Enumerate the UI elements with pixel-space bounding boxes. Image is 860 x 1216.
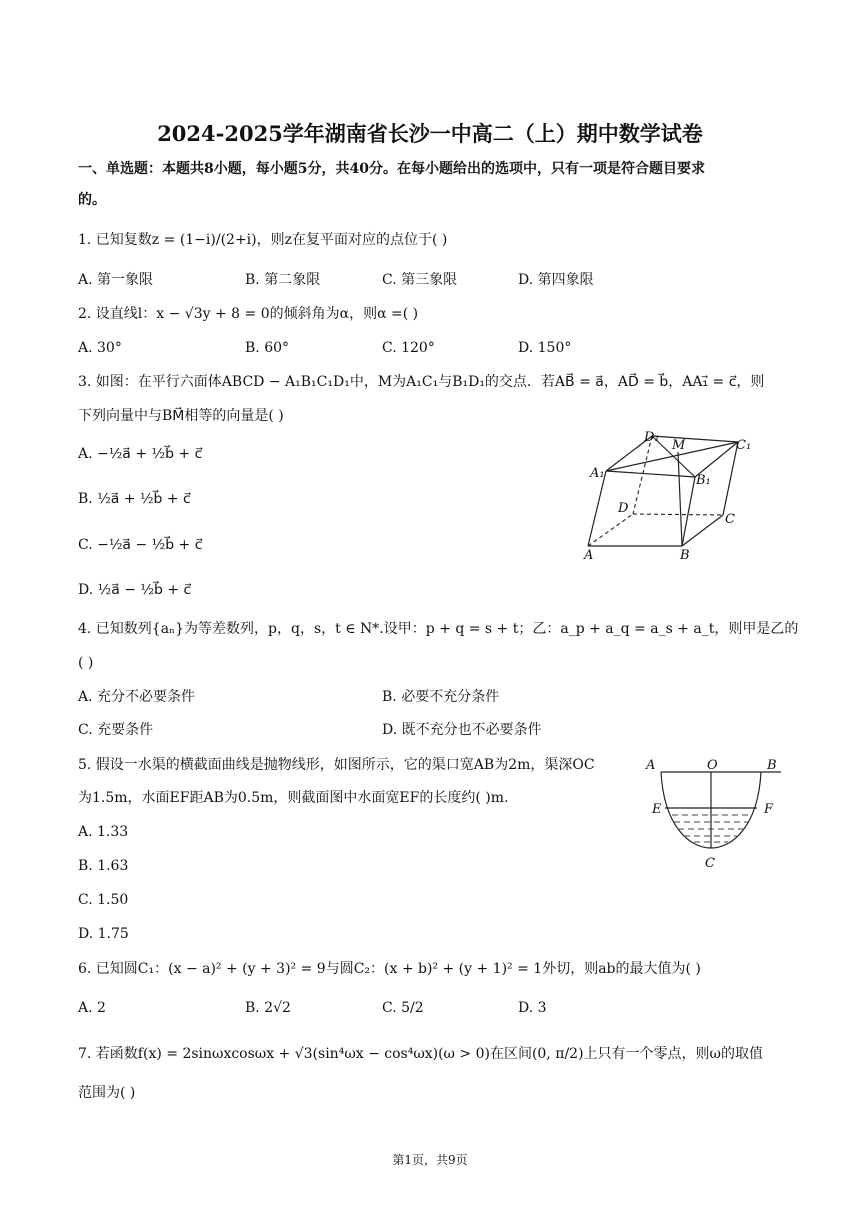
q3-option-b: B. ½a⃗ + ½b⃗ + c⃗ <box>78 491 191 507</box>
q2-option-d: D. 150° <box>518 340 572 356</box>
q4-option-d: D. 既不充分也不必要条件 <box>382 722 542 738</box>
q2-option-c: C. 120° <box>382 340 435 356</box>
q1-option-c: C. 第三象限 <box>382 272 458 288</box>
label-d1: D₁ <box>644 430 660 445</box>
q3-option-d: D. ½a⃗ − ½b⃗ + c⃗ <box>78 582 192 598</box>
question-4-stem-cont: ( ) <box>78 655 94 671</box>
q6-option-d: D. 3 <box>518 1000 547 1016</box>
label-c: C <box>705 856 715 871</box>
q6-option-c: C. 5/2 <box>382 1000 424 1016</box>
q5-option-a: A. 1.33 <box>78 824 129 840</box>
q5-option-d: D. 1.75 <box>78 926 129 942</box>
q6-option-a: A. 2 <box>78 1000 106 1016</box>
page-title: 2024-2025学年湖南省长沙一中高二（上）期中数学试卷 <box>157 121 703 146</box>
q5-option-b: B. 1.63 <box>78 858 129 874</box>
q2-option-b: B. 60° <box>245 340 290 356</box>
q4-option-c: C. 充要条件 <box>78 722 154 738</box>
label-e: E <box>652 802 662 817</box>
q6-option-b: B. 2√2 <box>245 1000 291 1016</box>
label-a1: A₁ <box>590 466 605 481</box>
section-heading-cont: 的。 <box>78 192 106 208</box>
q2-option-a: A. 30° <box>78 340 122 356</box>
label-b: B <box>680 548 690 563</box>
q1-option-a: A. 第一象限 <box>78 272 154 288</box>
question-1-stem: 1. 已知复数z = (1−i)/(2+i)，则z在复平面对应的点位于( ) <box>78 232 448 248</box>
question-7-stem-cont: 范围为( ) <box>78 1085 136 1101</box>
question-5-stem-cont: 为1.5m，水面EF距AB为0.5m，则截面图中水面宽EF的长度约( )m. <box>78 790 509 806</box>
label-m: M <box>672 438 686 453</box>
q3-option-a: A. −½a⃗ + ½b⃗ + c⃗ <box>78 446 203 462</box>
label-d: D <box>618 501 629 516</box>
q4-option-b: B. 必要不充分条件 <box>382 689 500 705</box>
question-5-stem: 5. 假设一水渠的横截面曲线是抛物线形，如图所示，它的渠口宽AB为2m，渠深OC <box>78 757 595 773</box>
section-heading: 一、单选题：本题共8小题，每小题5分，共40分。在每小题给出的选项中，只有一项是符合题目要求 <box>78 161 705 177</box>
question-3-stem-cont: 下列向量中与BM⃗相等的向量是( ) <box>78 408 284 424</box>
page-footer: 第1页，共9页 <box>392 1153 468 1167</box>
q3-option-c: C. −½a⃗ − ½b⃗ + c⃗ <box>78 537 203 553</box>
q1-option-d: D. 第四象限 <box>518 272 594 288</box>
question-3-stem: 3. 如图：在平行六面体ABCD − A₁B₁C₁D₁中，M为A₁C₁与B₁D₁的交点．若AB⃗ = a⃗，AD⃗ = b⃗，AA₁⃗ = c⃗，则 <box>78 374 765 390</box>
q4-option-a: A. 充分不必要条件 <box>78 689 196 705</box>
parallelepiped-figure <box>575 425 760 565</box>
q5-option-c: C. 1.50 <box>78 892 129 908</box>
label-o: O <box>707 758 718 773</box>
label-b1: B₁ <box>696 473 711 488</box>
label-a: A <box>584 548 594 563</box>
label-f: F <box>764 802 774 817</box>
label-b: B <box>767 758 777 773</box>
question-2-stem: 2. 设直线l：x − √3y + 8 = 0的倾斜角为α，则α =( ) <box>78 306 419 322</box>
question-7-stem: 7. 若函数f(x) = 2sinωxcosωx + √3(sin⁴ωx − cos⁴ωx)(ω > 0)在区间(0, π/2)上只有一个零点，则ω的取值 <box>78 1046 763 1062</box>
q1-option-b: B. 第二象限 <box>245 272 321 288</box>
canal-parabola-figure <box>640 752 790 872</box>
question-6-stem: 6. 已知圆C₁：(x − a)² + (y + 3)² = 9与圆C₂：(x + b)² + (y + 1)² = 1外切，则ab的最大值为( ) <box>78 961 701 977</box>
label-a: A <box>646 758 656 773</box>
question-4-stem: 4. 已知数列{aₙ}为等差数列，p，q，s，t ∈ N*.设甲：p + q = s + t；乙：a_p + a_q = a_s + a_t，则甲是乙的 <box>78 621 799 637</box>
label-c1: C₁ <box>736 438 752 453</box>
label-c: C <box>725 512 735 527</box>
